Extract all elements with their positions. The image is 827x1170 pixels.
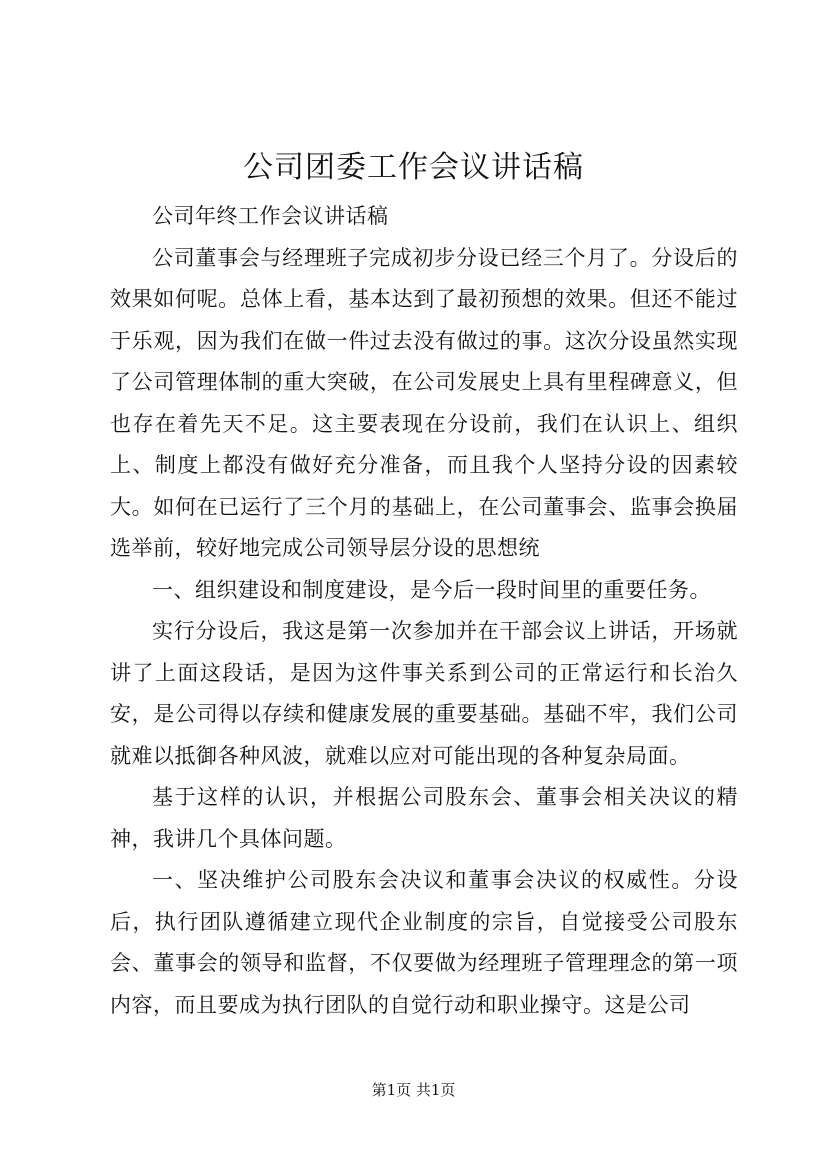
body-paragraph: 基于这样的认识，并根据公司股东会、董事会相关决议的精神，我讲几个具体问题。 (110, 785, 738, 851)
page-number-footer: 第1页 共1页 (371, 1081, 456, 1099)
body-paragraph: 实行分设后，我这是第一次参加并在干部会议上讲话，开场就讲了上面这段话，是因为这件事关系到公司的正常运行和长治久安，是公司得以存续和健康发展的重要基础。基础不牢，我们公司就难以抵御各种风波，就难以应对可能出现的各种复杂局面。 (110, 619, 738, 768)
subtitle-paragraph: 公司年终工作会议讲话稿 (152, 204, 389, 228)
document-title: 公司团委工作会议讲话稿 (243, 150, 584, 185)
body-paragraph: 公司董事会与经理班子完成初步分设已经三个月了。分设后的效果如何呢。总体上看，基本达到了最初预想的效果。但还不能过于乐观，因为我们在做一件过去没有做过的事。这次分设虽然实现了公司管理体制的重大突破，在公司发展史上具有里程碑意义，但也存在着先天不足。这主要表现在分设前，我们在认识上、组织上、制度上都没有做好充分准备，而且我个人坚持分设的因素较大。如何在已运行了三个月的基础上，在公司董事会、监事会换届选举前，较好地完成公司领导层分设的思想统 (110, 245, 738, 560)
body-paragraph: 一、坚决维护公司股东会决议和董事会决议的权威性。分设后，执行团队遵循建立现代企业制度的宗旨，自觉接受公司股东会、董事会的领导和监督，不仅要做为经理班子管理理念的第一项内容，而且要成为执行团队的自觉行动和职业操守。这是公司 (110, 868, 738, 1017)
document-body (110, 196, 738, 1026)
section-heading-paragraph: 一、组织建设和制度建设，是今后一段时间里的重要任务。 (152, 577, 711, 602)
